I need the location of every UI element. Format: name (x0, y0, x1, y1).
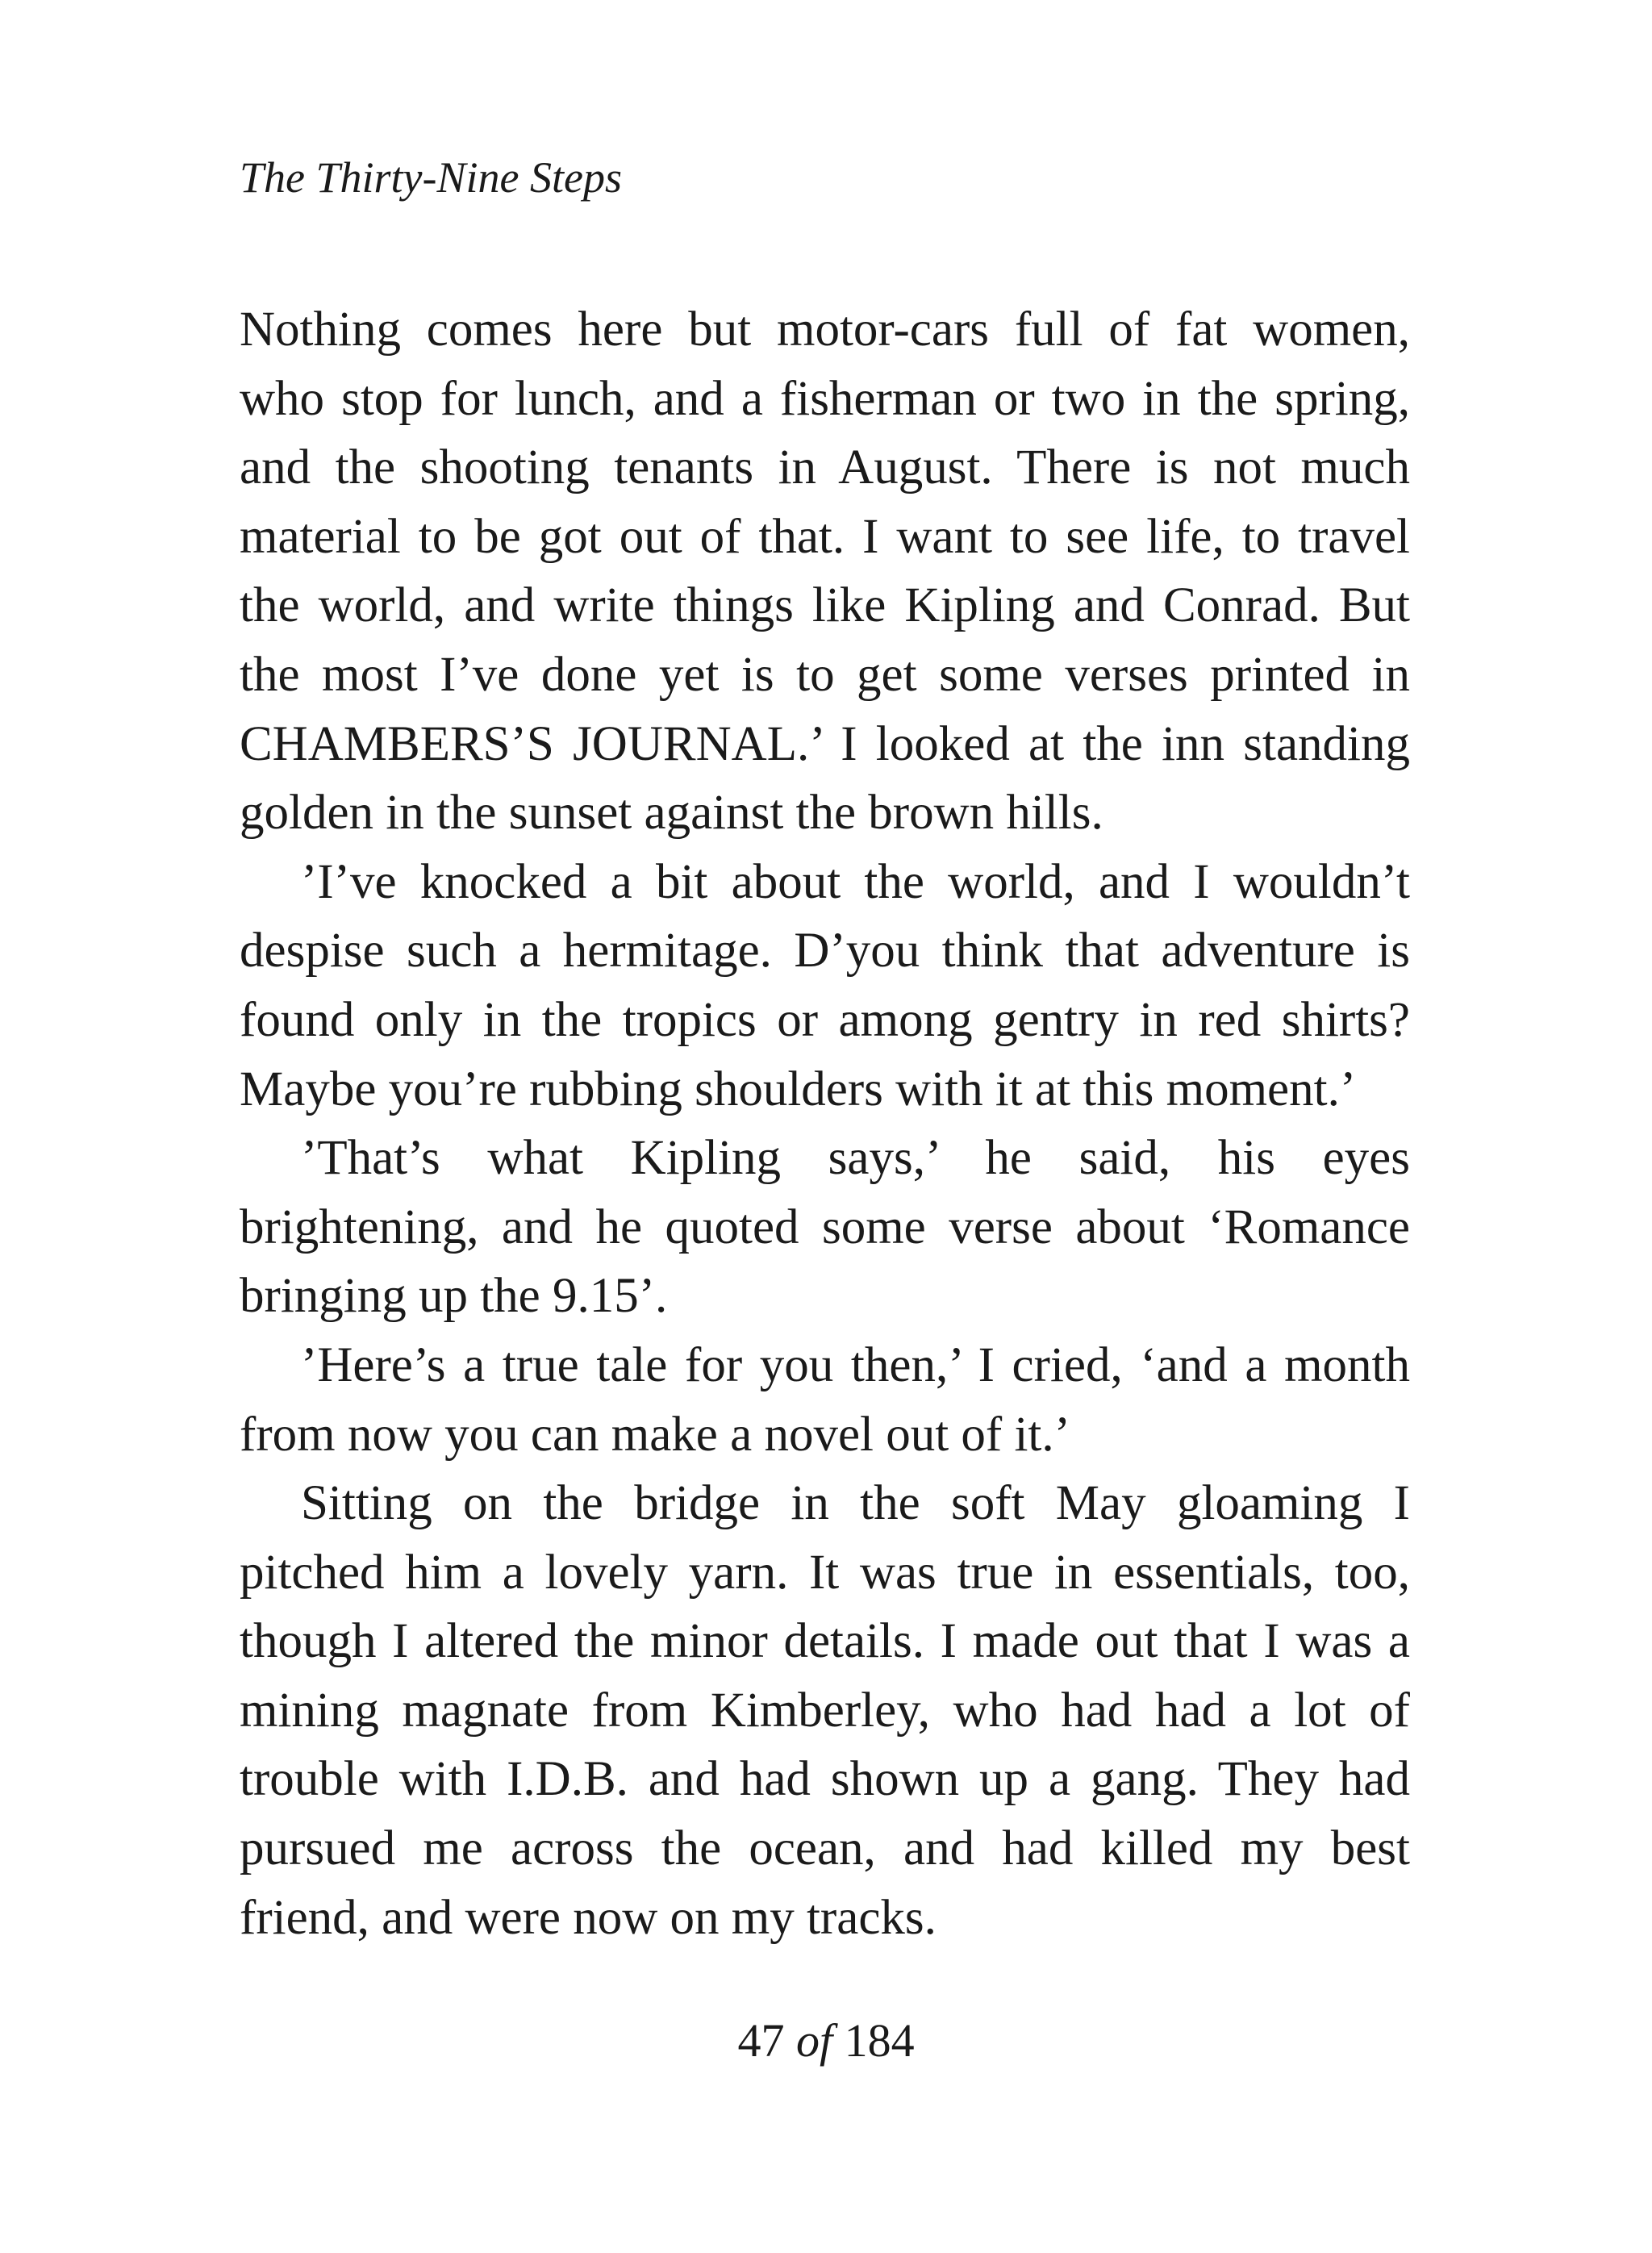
text-line: found only in the tropics or among gentry in red shirts? (240, 992, 1410, 1047)
text-line: Sitting on the bridge in the soft May gloaming I (301, 1476, 1410, 1531)
running-header-title: The Thirty-Nine Steps (240, 153, 622, 202)
text-line: though I altered the minor details. I made out that I was a (240, 1614, 1410, 1669)
text-line: and the shooting tenants in August. There is not much (240, 440, 1410, 495)
text-line: ’Here’s a true tale for you then,’ I cried, ‘and a month (301, 1337, 1410, 1392)
page-number (0, 2009, 1652, 2073)
text-line: despise such a hermitage. D’you think that adventure is (240, 924, 1410, 978)
text-line: golden in the sunset against the brown hills. (240, 786, 1103, 841)
total-page-count: 184 (844, 2014, 915, 2067)
text-line: Nothing comes here but motor-cars full of fat women, (240, 302, 1410, 357)
page-of-word: of (795, 2014, 833, 2067)
text-line: the most I’ve done yet is to get some verses printed in (240, 647, 1410, 702)
text-line: Maybe you’re rubbing shoulders with it at this moment.’ (240, 1062, 1357, 1116)
text-line: pursued me across the ocean, and had killed my best (240, 1821, 1410, 1876)
text-line: brightening, and he quoted some verse about ‘Romance (240, 1200, 1410, 1254)
current-page-number: 47 (737, 2014, 785, 2067)
text-line: friend, and were now on my tracks. (240, 1890, 937, 1945)
text-line: pitched him a lovely yarn. It was true in essentials, too, (240, 1545, 1410, 1600)
text-line: CHAMBERS’S JOURNAL.’ I looked at the inn standing (240, 716, 1410, 771)
text-line: who stop for lunch, and a fisherman or two in the spring, (240, 371, 1410, 426)
text-line: trouble with I.D.B. and had shown up a gang. They had (240, 1752, 1410, 1807)
text-line: the world, and write things like Kipling and Conrad. But (240, 578, 1410, 633)
body-text (240, 295, 1410, 1952)
text-line: bringing up the 9.15’. (240, 1269, 668, 1324)
text-line: ’I’ve knocked a bit about the world, and I wouldn’t (301, 854, 1410, 909)
text-line: mining magnate from Kimberley, who had had a lot of (240, 1683, 1410, 1738)
text-line: ’That’s what Kipling says,’ he said, his eyes (301, 1131, 1410, 1186)
text-line: material to be got out of that. I want to see life, to travel (240, 509, 1410, 564)
text-line: from now you can make a novel out of it.’ (240, 1407, 1070, 1462)
